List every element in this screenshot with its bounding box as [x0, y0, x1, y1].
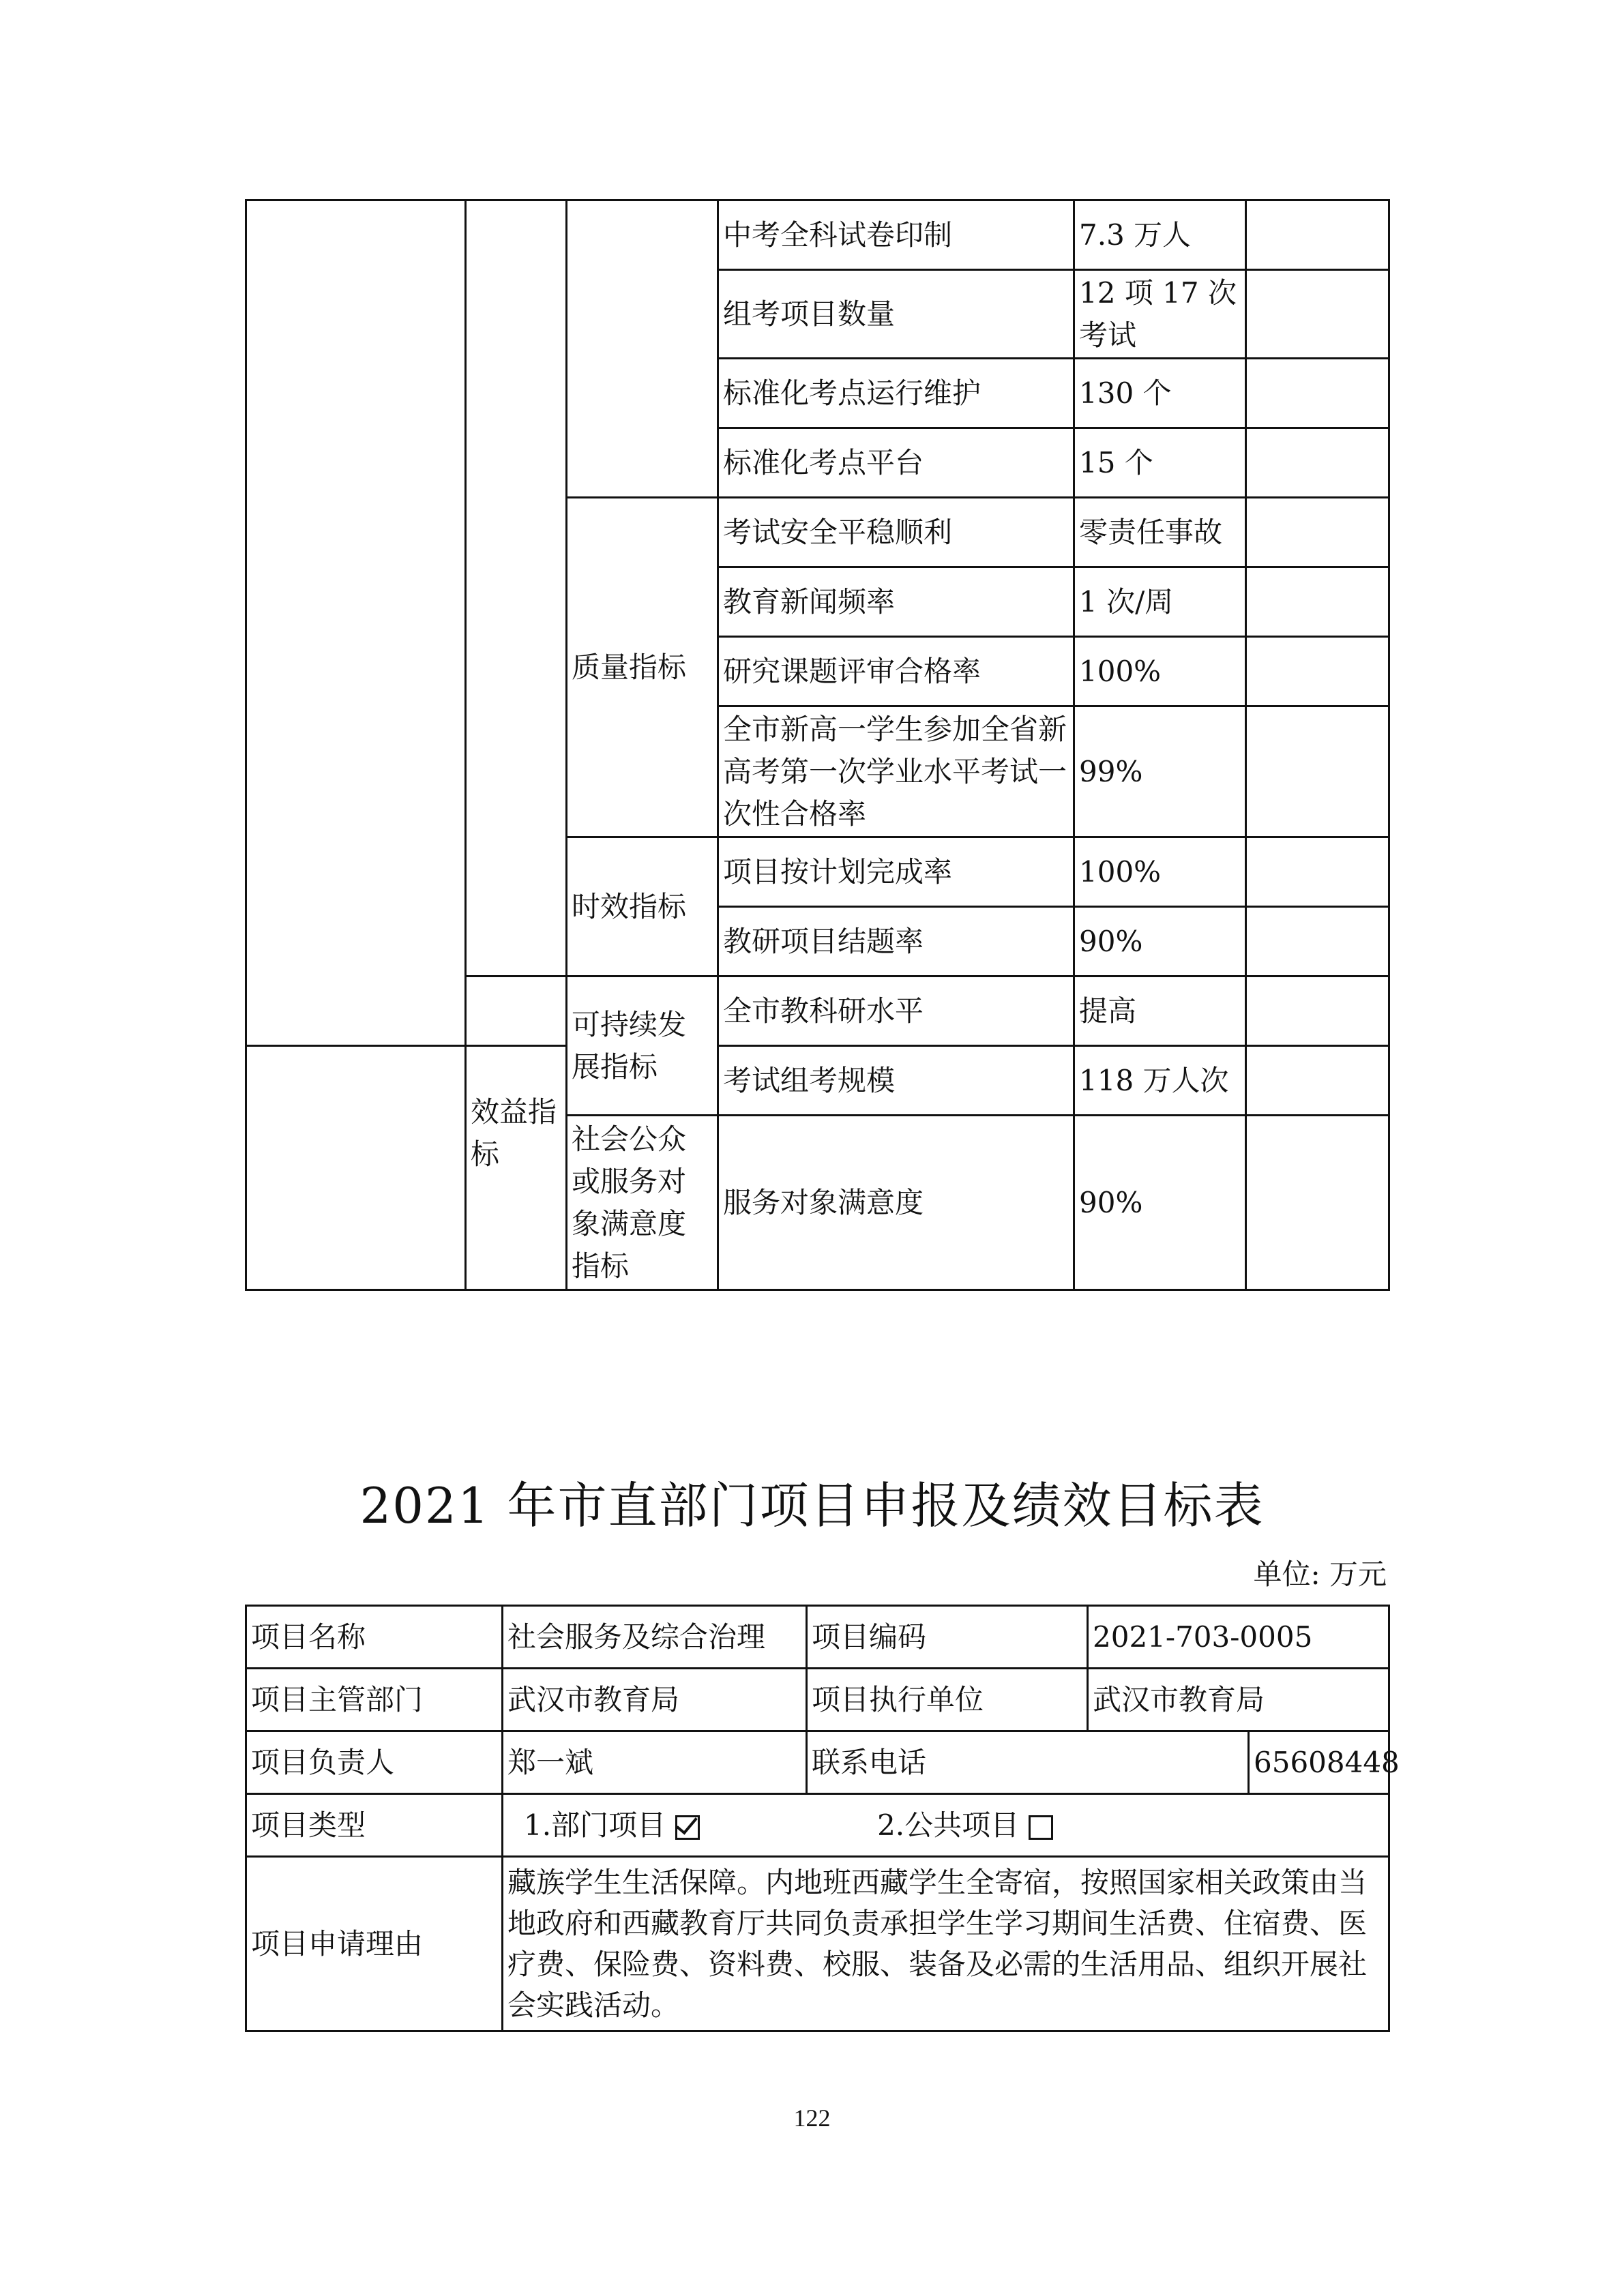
value-cell: 提高: [1074, 976, 1246, 1046]
empty-cell: [1246, 270, 1389, 359]
indicator-cell: 组考项目数量: [718, 270, 1074, 359]
indicator-cell: 考试安全平稳顺利: [718, 498, 1074, 567]
unit-label: 单位: 万元: [1253, 1557, 1387, 1591]
value-cell: 7.3 万人: [1074, 200, 1246, 270]
empty-cell: [1246, 637, 1389, 706]
type-options: [503, 1794, 1389, 1857]
project-info-table: [245, 1605, 1400, 2032]
indicator-cell: 标准化考点运行维护: [718, 359, 1074, 428]
indicator-cell: 考试组考规模: [718, 1046, 1074, 1116]
project-code-label: 项目编码: [807, 1606, 1088, 1669]
dept-value: 武汉市教育局: [503, 1669, 807, 1731]
value-cell: 90%: [1074, 907, 1246, 976]
level2-timeliness: 时效指标: [567, 837, 718, 976]
indicator-cell: 全市新高一学生参加全省新高考第一次学业水平考试一次性合格率: [718, 706, 1074, 837]
value-cell: 12 项 17 次考试: [1074, 270, 1246, 359]
empty-cell: [1246, 567, 1389, 637]
level1-benefit: 效益指标: [466, 976, 567, 1290]
indicator-cell: 中考全科试卷印制: [718, 200, 1074, 270]
empty-cell: [466, 200, 567, 1046]
value-cell: 130 个: [1074, 359, 1246, 428]
performance-indicator-table-continued: [245, 199, 1390, 1047]
performance-indicator-table-benefit: [245, 975, 1390, 1291]
empty-cell: [1246, 1046, 1389, 1116]
value-cell: 15 个: [1074, 428, 1246, 498]
level2-satisfaction: 社会公众或服务对象满意度指标: [567, 1116, 718, 1290]
indicator-cell: 服务对象满意度: [718, 1116, 1074, 1290]
unchecked-box-icon: [1029, 1815, 1053, 1840]
project-code-value: 2021-703-0005: [1088, 1606, 1389, 1669]
checked-box-icon: [675, 1815, 700, 1840]
project-name-value: 社会服务及综合治理: [503, 1606, 807, 1669]
value-cell: 100%: [1074, 637, 1246, 706]
indicator-cell: 项目按计划完成率: [718, 837, 1074, 907]
indicator-cell: 标准化考点平台: [718, 428, 1074, 498]
indicator-cell: 全市教科研水平: [718, 976, 1074, 1046]
empty-cell: [1246, 976, 1389, 1046]
empty-cell: [246, 200, 466, 1046]
empty-cell: [1246, 706, 1389, 837]
leader-value: 郑一斌: [503, 1731, 807, 1794]
value-cell: 1 次/周: [1074, 567, 1246, 637]
phone-value: 65608448: [1249, 1731, 1389, 1794]
value-cell: 118 万人次: [1074, 1046, 1246, 1116]
type-option-dept: 1.部门项目: [524, 1808, 666, 1842]
phone-label: 联系电话: [807, 1731, 1249, 1794]
indicator-cell: 研究课题评审合格率: [718, 637, 1074, 706]
dept-label: 项目主管部门: [246, 1669, 503, 1731]
project-name-label: 项目名称: [246, 1606, 503, 1669]
indicator-cell: 教研项目结题率: [718, 907, 1074, 976]
empty-cell: [1246, 200, 1389, 270]
value-cell: 90%: [1074, 1116, 1246, 1290]
empty-cell: [1246, 837, 1389, 907]
document-title: 2021 年市直部门项目申报及绩效目标表: [359, 1477, 1265, 1534]
level2-sustainable: 可持续发展指标: [567, 976, 718, 1116]
leader-label: 项目负责人: [246, 1731, 503, 1794]
empty-cell: [1246, 428, 1389, 498]
empty-cell: [1246, 907, 1389, 976]
value-cell: 100%: [1074, 837, 1246, 907]
reason-label: 项目申请理由: [246, 1857, 503, 2031]
type-option-public: 2.公共项目: [877, 1808, 1020, 1842]
empty-cell: [567, 200, 718, 498]
indicator-cell: 教育新闻频率: [718, 567, 1074, 637]
empty-cell: [1246, 498, 1389, 567]
type-label: 项目类型: [246, 1794, 503, 1857]
exec-label: 项目执行单位: [807, 1669, 1088, 1731]
value-cell: 99%: [1074, 706, 1246, 837]
empty-cell: [1246, 1116, 1389, 1290]
exec-value: 武汉市教育局: [1088, 1669, 1389, 1731]
empty-cell: [246, 976, 466, 1290]
empty-cell: [1246, 359, 1389, 428]
value-cell: 零责任事故: [1074, 498, 1246, 567]
page-number: 122: [793, 2104, 831, 2132]
reason-value: 藏族学生生活保障。内地班西藏学生全寄宿，按照国家相关政策由当地政府和西藏教育厅共同负责承担学生学习期间生活费、住宿费、医疗费、保险费、资料费、校服、装备及必需的生活用品、组织开展社会实践活动。: [503, 1857, 1389, 2031]
level2-quality: 质量指标: [567, 498, 718, 837]
